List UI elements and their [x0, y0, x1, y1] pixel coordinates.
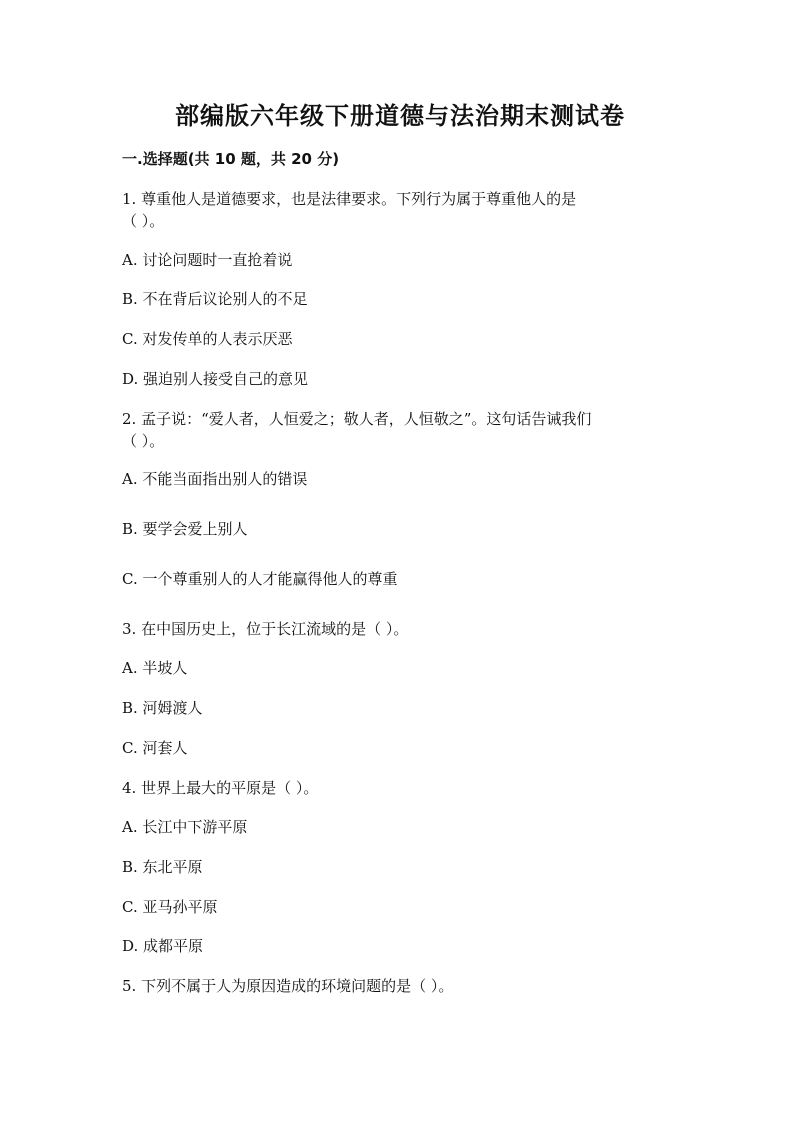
question-3-stem: 3. 在中国历史上，位于长江流域的是（ ）。: [122, 620, 409, 638]
question-4-option-d: D. 成都平原: [122, 937, 204, 955]
question-4-option-a: A. 长江中下游平原: [122, 818, 248, 836]
page-title: 部编版六年级下册道德与法治期末测试卷: [175, 102, 625, 130]
question-4-stem: 4. 世界上最大的平原是（ ）。: [122, 779, 319, 797]
question-2-option-c: C. 一个尊重别人的人才能赢得他人的尊重: [122, 570, 398, 588]
question-1-stem-line-2: （ ）。: [122, 212, 165, 230]
question-1-option-b: B. 不在背后议论别人的不足: [122, 290, 308, 308]
question-4-option-c: C. 亚马孙平原: [122, 898, 218, 916]
question-5-stem: 5. 下列不属于人为原因造成的环境问题的是（ ）。: [122, 977, 454, 995]
section-heading: 一.选择题(共 10 题，共 20 分): [122, 150, 340, 168]
question-1-stem-line-1: 1. 尊重他人是道德要求，也是法律要求。下列行为属于尊重他人的是: [122, 190, 577, 208]
question-1-option-a: A. 讨论问题时一直抢着说: [122, 251, 293, 269]
question-3-option-c: C. 河套人: [122, 739, 188, 757]
question-2-stem-line-2: （ ）。: [122, 432, 165, 450]
question-2-option-b: B. 要学会爱上别人: [122, 520, 248, 538]
question-3-option-a: A. 半坡人: [122, 659, 188, 677]
question-1-option-d: D. 强迫别人接受自己的意见: [122, 370, 309, 388]
question-4-option-b: B. 东北平原: [122, 858, 203, 876]
question-2-stem-line-1: 2. 孟子说：“爱人者，人恒爱之；敬人者，人恒敬之”。这句话告诫我们: [122, 410, 592, 428]
question-2-option-a: A. 不能当面指出别人的错误: [122, 470, 308, 488]
question-3-option-b: B. 河姆渡人: [122, 699, 203, 717]
question-1-option-c: C. 对发传单的人表示厌恶: [122, 330, 293, 348]
